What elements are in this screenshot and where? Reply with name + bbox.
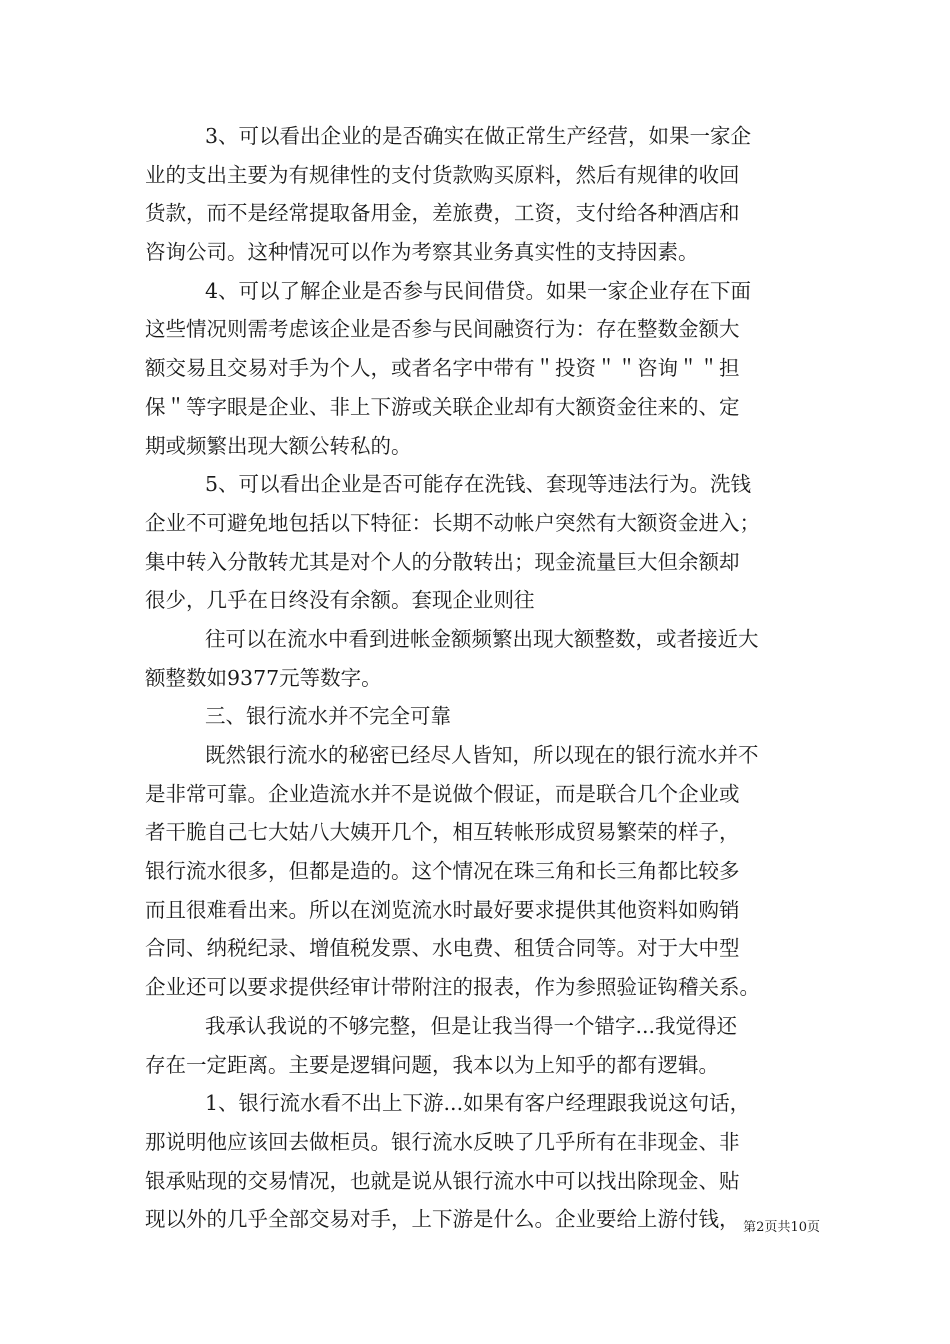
text-line: 这些情况则需考虑该企业是否参与民间融资行为：存在整数金额大 [145, 317, 740, 342]
text-line: 合同、纳税纪录、增值税发票、水电费、租赁合同等。对于大中型 [145, 936, 740, 961]
text-line: 是非常可靠。企业造流水并不是说做个假证，而是联合几个企业或 [145, 781, 740, 806]
text-line: 集中转入分散转尤其是对个人的分散转出；现金流量巨大但余额却 [145, 549, 740, 574]
text-line: 保＂等字眼是企业、非上下游或关联企业却有大额资金往来的、定 [145, 394, 740, 419]
document-body [145, 117, 820, 1239]
text-line: 往可以在流水中看到进帐金额频繁出现大额整数，或者接近大 [205, 626, 759, 651]
text-line: 业的支出主要为有规律性的支付货款购买原料，然后有规律的收回 [145, 162, 740, 187]
text-line: 我承认我说的不够完整，但是让我当得一个错字...我觉得还 [205, 1013, 738, 1038]
text-line: 企业不可避免地包括以下特征：长期不动帐户突然有大额资金进入； [145, 510, 760, 535]
text-line: 3、可以看出企业的是否确实在做正常生产经营，如果一家企 [205, 124, 752, 148]
text-line: 1、银行流水看不出上下游...如果有客户经理跟我说这句话， [205, 1091, 751, 1116]
text-line: 存在一定距离。主要是逻辑问题，我本以为上知乎的都有逻辑。 [145, 1052, 719, 1077]
text-line: 银承贴现的交易情况，也就是说从银行流水中可以找出除现金、贴 [145, 1168, 740, 1193]
text-line: 额交易且交易对手为个人，或者名字中带有＂投资＂＂咨询＂＂担 [145, 356, 740, 381]
text-line: 银行流水很多，但都是造的。这个情况在珠三角和长三角都比较多 [145, 859, 740, 884]
text-line: 货款，而不是经常提取备用金，差旅费，工资，支付给各种酒店和 [145, 201, 740, 226]
text-line: 那说明他应该回去做柜员。银行流水反映了几乎所有在非现金、非 [145, 1129, 740, 1154]
text-line: 很少，几乎在日终没有余额。套现企业则往 [145, 588, 535, 613]
text-line: 三、银行流水并不完全可靠 [205, 704, 451, 729]
page-number: 第2页共10页 [743, 1220, 820, 1235]
text-line: 企业还可以要求提供经审计带附注的报表，作为参照验证钩稽关系。 [145, 975, 760, 1000]
text-line: 既然银行流水的秘密已经尽人皆知，所以现在的银行流水并不 [205, 743, 759, 767]
text-line: 者干脆自己七大姑八大姨开几个，相互转帐形成贸易繁荣的样子， [145, 820, 740, 845]
text-line: 现以外的几乎全部交易对手，上下游是什么。企业要给上游付钱， [145, 1207, 740, 1232]
text-line: 期或频繁出现大额公转私的。 [145, 433, 412, 458]
text-line: 5、可以看出企业是否可能存在洗钱、套现等违法行为。洗钱 [205, 472, 752, 497]
text-line: 咨询公司。这种情况可以作为考察其业务真实性的支持因素。 [145, 240, 699, 265]
text-line: 额整数如9377元等数字。 [145, 665, 382, 690]
text-line: 而且很难看出来。所以在浏览流水时最好要求提供其他资料如购销 [145, 897, 740, 922]
text-line: 4、可以了解企业是否参与民间借贷。如果一家企业存在下面 [205, 278, 752, 303]
